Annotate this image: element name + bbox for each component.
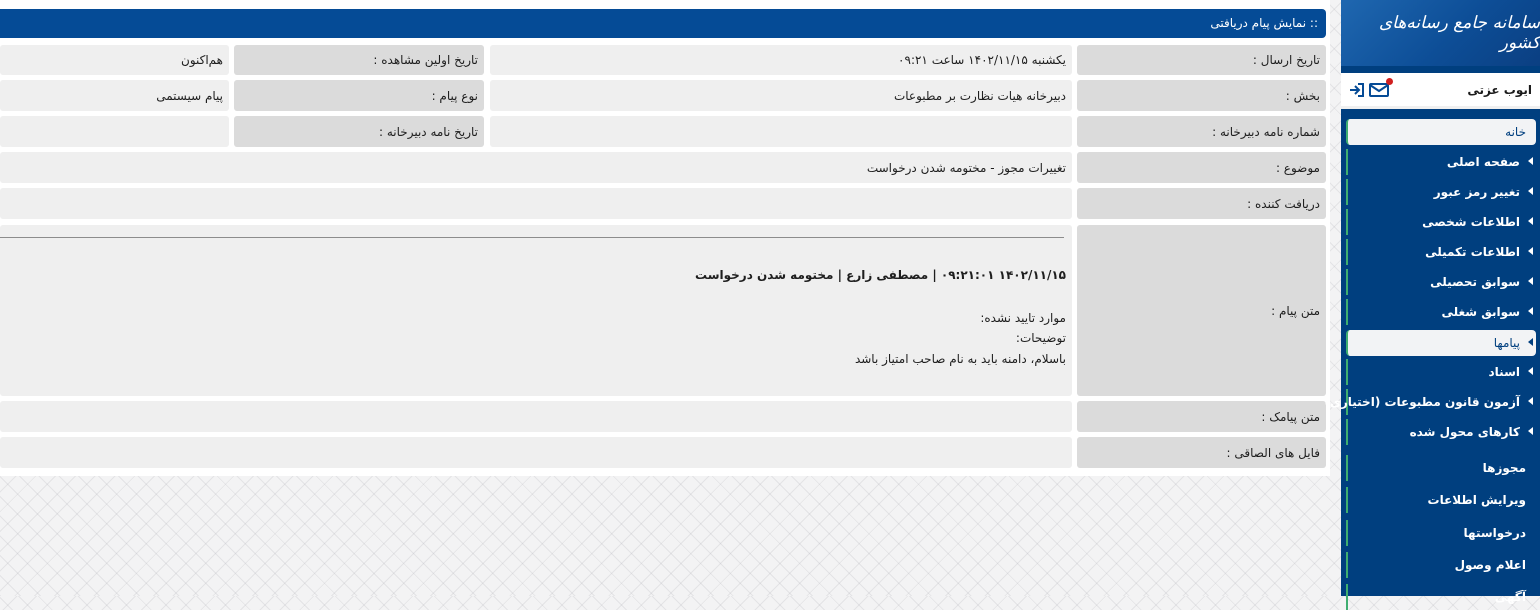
first-view-value: هم‌اکنون <box>0 45 229 75</box>
sidebar-item-main-page[interactable] <box>1346 149 1536 175</box>
sidebar-item-assigned-tasks[interactable] <box>1346 419 1536 445</box>
sidebar-item-label: سوابق تحصیلی <box>1430 275 1520 289</box>
sidebar-item-ads[interactable] <box>1346 584 1536 610</box>
page-title: :: نمایش پیام دریافتی <box>0 9 1326 38</box>
sidebar-item-label: ویرایش اطلاعات <box>1427 493 1526 507</box>
sidebar-item-label: آزمون قانون مطبوعات (اختیاری) <box>1324 395 1520 409</box>
caret-left-icon <box>1528 338 1533 346</box>
sidebar-item-licenses[interactable] <box>1346 455 1536 481</box>
sidebar-item-label: اسناد <box>1488 365 1520 379</box>
sidebar-item-label: خانه <box>1505 125 1526 139</box>
send-date-label: تاریخ ارسال : <box>1077 45 1326 75</box>
sidebar-item-label: سوابق شغلی <box>1441 305 1520 319</box>
message-line-3: باسلام، دامنه باید به نام صاحب امتیاز باشد <box>854 352 1066 366</box>
caret-left-icon <box>1528 247 1533 255</box>
message-header: ۱۴۰۲/۱۱/۱۵ ۰۹:۲۱:۰۱ | مصطفی زارع | مختومه شدن درخواست <box>695 268 1066 282</box>
caret-left-icon <box>1528 427 1533 435</box>
section-label: بخش : <box>1077 80 1326 111</box>
message-line-1: موارد تایید نشده: <box>980 311 1066 325</box>
caret-left-icon <box>1528 367 1533 375</box>
attachments-label: فایل های الصاقی : <box>1077 437 1326 468</box>
secretariat-date-label: تاریخ نامه دبیرخانه : <box>234 116 484 147</box>
caret-left-icon <box>1528 187 1533 195</box>
caret-left-icon <box>1528 397 1533 405</box>
sidebar-item-label: مجوزها <box>1482 461 1526 475</box>
send-date-value: یکشنبه ۱۴۰۲/۱۱/۱۵ ساعت ۰۹:۲۱ <box>490 45 1072 75</box>
envelope-icon[interactable] <box>1369 82 1389 98</box>
sidebar-item-home[interactable] <box>1346 119 1536 145</box>
attachments-value <box>0 437 1072 468</box>
caret-left-icon <box>1528 217 1533 225</box>
sidebar-item-label: آگهی <box>1494 590 1526 604</box>
sidebar-item-label: تغییر رمز عبور <box>1433 185 1520 199</box>
subject-value: تغییرات مجوز - مختومه شدن درخواست <box>0 152 1072 183</box>
message-divider <box>0 237 1064 238</box>
logo-text: سامانه جامع رسانه‌های کشور <box>1378 13 1540 53</box>
user-bar <box>1341 73 1540 109</box>
sidebar-item-label: درخواستها <box>1463 526 1526 540</box>
sidebar-item-education[interactable] <box>1346 269 1536 295</box>
secretariat-no-value <box>490 116 1072 147</box>
message-line-2: توضیحات: <box>1015 331 1066 345</box>
sms-value <box>0 401 1072 432</box>
secretariat-date-value <box>0 116 229 147</box>
sidebar <box>1324 0 1540 604</box>
sidebar-item-extra-info[interactable] <box>1346 239 1536 265</box>
sidebar-item-personal-info[interactable] <box>1346 209 1536 235</box>
caret-left-icon <box>1528 277 1533 285</box>
receiver-value <box>0 188 1072 219</box>
notification-dot <box>1386 78 1393 85</box>
sidebar-item-requests[interactable] <box>1346 520 1536 546</box>
sidebar-item-receipt-notice[interactable] <box>1346 552 1536 578</box>
caret-left-icon <box>1528 157 1533 165</box>
sidebar-item-work-history[interactable] <box>1346 299 1536 325</box>
username: ایوب عزتی <box>1467 83 1532 97</box>
sidebar-item-label: اعلام وصول <box>1454 558 1526 572</box>
receiver-label: دریافت کننده : <box>1077 188 1326 219</box>
sidebar-item-press-law-exam[interactable] <box>1324 389 1536 415</box>
sidebar-item-change-password[interactable] <box>1346 179 1536 205</box>
first-view-label: تاریخ اولین مشاهده : <box>234 45 484 75</box>
site-logo[interactable] <box>1341 0 1540 66</box>
message-label: متن پیام : <box>1077 225 1326 396</box>
section-value: دبیرخانه هیات نظارت بر مطبوعات <box>490 80 1072 111</box>
sidebar-item-label: پیامها <box>1493 336 1520 350</box>
sms-label: متن پیامک : <box>1077 401 1326 432</box>
subject-label: موضوع : <box>1077 152 1326 183</box>
sidebar-item-label: اطلاعات تکمیلی <box>1425 245 1520 259</box>
secretariat-no-label: شماره نامه دبیرخانه : <box>1077 116 1326 147</box>
msg-type-value: پیام سیستمی <box>0 80 229 111</box>
sidebar-item-documents[interactable] <box>1346 359 1536 385</box>
sidebar-item-label: صفحه اصلی <box>1446 155 1520 169</box>
sidebar-item-edit-info[interactable] <box>1346 487 1536 513</box>
sidebar-item-messages[interactable] <box>1346 330 1536 356</box>
sidebar-item-label: اطلاعات شخصی <box>1422 215 1520 229</box>
sidebar-item-label: کارهای محول شده <box>1409 425 1520 439</box>
message-body <box>0 225 1072 396</box>
msg-type-label: نوع پیام : <box>234 80 484 111</box>
caret-left-icon <box>1528 307 1533 315</box>
logout-icon[interactable] <box>1349 82 1365 98</box>
